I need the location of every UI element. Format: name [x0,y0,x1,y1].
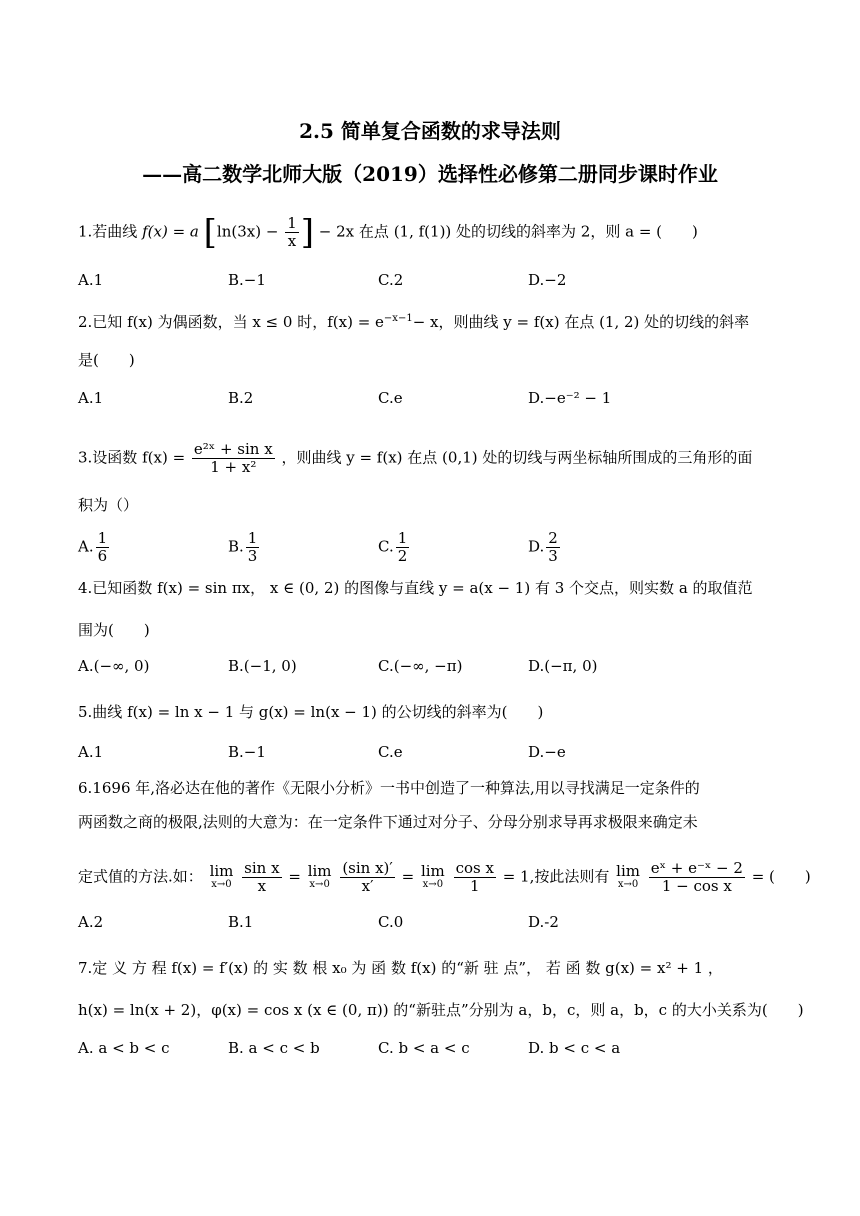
question-3-line-1: 3.设函数 f(x) = $\frac{\text{e²ˣ + sin x}}{\text{1 + x²}}$ ，则曲线 y = f(x) 在点 (0,1) 处的切线与两坐标轴所围成的三角形的面 [78,440,753,476]
q1-option-c[interactable]: C.2 [378,271,404,289]
question-7-line-2: h(x) = ln(x + 2)，φ(x) = cos x (x ∈ (0, π)) 的“新驻点”分别为 a，b，c，则 a，b，c 的大小关系为( ) [78,1001,804,1019]
q1-option-a[interactable]: A.1 [78,271,104,289]
q2-option-b[interactable]: B.2 [228,389,254,407]
question-3-line-2: 积为（） [78,496,139,514]
q5-option-c[interactable]: C.e [378,743,403,761]
q4-option-c[interactable]: C.(−∞, −π) [378,657,463,675]
q3-option-d[interactable]: D. $\frac{2}{3}$ [528,529,558,565]
q3-option-c[interactable]: C. $\frac{1}{2}$ [378,529,408,565]
question-4-line-1: 4.已知函数 f(x) = sin πx， x ∈ (0, 2) 的图像与直线 y = a(x − 1) 有 3 个交点，则实数 a 的取值范 [78,579,753,597]
q2-option-a[interactable]: A.1 [78,389,104,407]
q2-option-c[interactable]: C.e [378,389,403,407]
question-1: 1.若曲线 f(x) = a [ln(3x) − $\frac{1}{x}$ ] − 2x 在点 (1, f(1)) 处的切线的斜率为 2，则 a = ( ) [78,212,698,253]
q6-option-a[interactable]: A.2 [78,913,104,931]
q4-option-b[interactable]: B.(−1, 0) [228,657,297,675]
q7-option-b[interactable]: B. a < c < b [228,1039,320,1057]
question-7-line-1: 7.定 义 方 程 f(x) = f′(x) 的 实 数 根 x₀ 为 函 数 f(x) 的“新 驻 点”， 若 函 数 g(x) = x² + 1 ， [78,959,723,977]
q3-fraction: $\frac{\text{e²ˣ + sin x}}{\text{1 + x²}}$ [193,440,273,476]
q5-option-d[interactable]: D.−e [528,743,566,761]
q1-option-d[interactable]: D.−2 [528,271,567,289]
page-subtitle: ——高二数学北师大版（2019）选择性必修第二册同步课时作业 [142,162,718,186]
page-title: 2.5 简单复合函数的求导法则 [299,119,561,143]
question-6-line-3: 定式值的方法.如： lim x→0 $\frac{\text{sin x}}{x}$ = lim x→0 $\frac{\text{(sin x)′}}{x'}$ = lim x→0 $\frac{\text{cos x}}{1}$ = 1,按此法则有 lim x→0 $\frac{\text{eˣ + e⁻ˣ − 2}}{\text{1 − cos x}}$ = ( ) [78,859,811,895]
question-2-line-2: 是( ) [78,351,135,369]
q7-option-d[interactable]: D. b < c < a [528,1039,621,1057]
q5-option-a[interactable]: A.1 [78,743,104,761]
q6-option-b[interactable]: B.1 [228,913,254,931]
q3-option-b[interactable]: B. $\frac{1}{3}$ [228,529,258,565]
q6-option-d[interactable]: D.-2 [528,913,559,931]
q3-option-a[interactable]: A. $\frac{1}{6}$ [78,529,108,565]
q1-option-b[interactable]: B.−1 [228,271,266,289]
q7-option-a[interactable]: A. a < b < c [78,1039,170,1057]
q4-option-a[interactable]: A.(−∞, 0) [78,657,150,675]
question-6-line-1: 6.1696 年,洛必达在他的著作《无限小分析》一书中创造了一种算法,用以寻找满足一定条件的 [78,779,700,797]
q4-option-d[interactable]: D.(−π, 0) [528,657,598,675]
q1-fraction: $\frac{1}{x}$ [287,214,297,250]
q5-option-b[interactable]: B.−1 [228,743,266,761]
question-6-line-2: 两函数之商的极限,法则的大意为：在一定条件下通过对分子、分母分别求导再求极限来确定未 [78,813,698,831]
q7-option-c[interactable]: C. b < a < c [378,1039,470,1057]
question-5-line-1: 5.曲线 f(x) = ln x − 1 与 g(x) = ln(x − 1) 的公切线的斜率为( ) [78,703,544,721]
question-4-line-2: 围为( ) [78,621,150,639]
q6-option-c[interactable]: C.0 [378,913,404,931]
question-2-line-1: 2.已知 f(x) 为偶函数，当 x ≤ 0 时，$f(x) = e^{-x-1}- x$，则曲线 y = f(x) 在点 (1, 2) 处的切线的斜率 [78,313,750,331]
q2-option-d[interactable]: D.−e⁻² − 1 [528,389,612,407]
